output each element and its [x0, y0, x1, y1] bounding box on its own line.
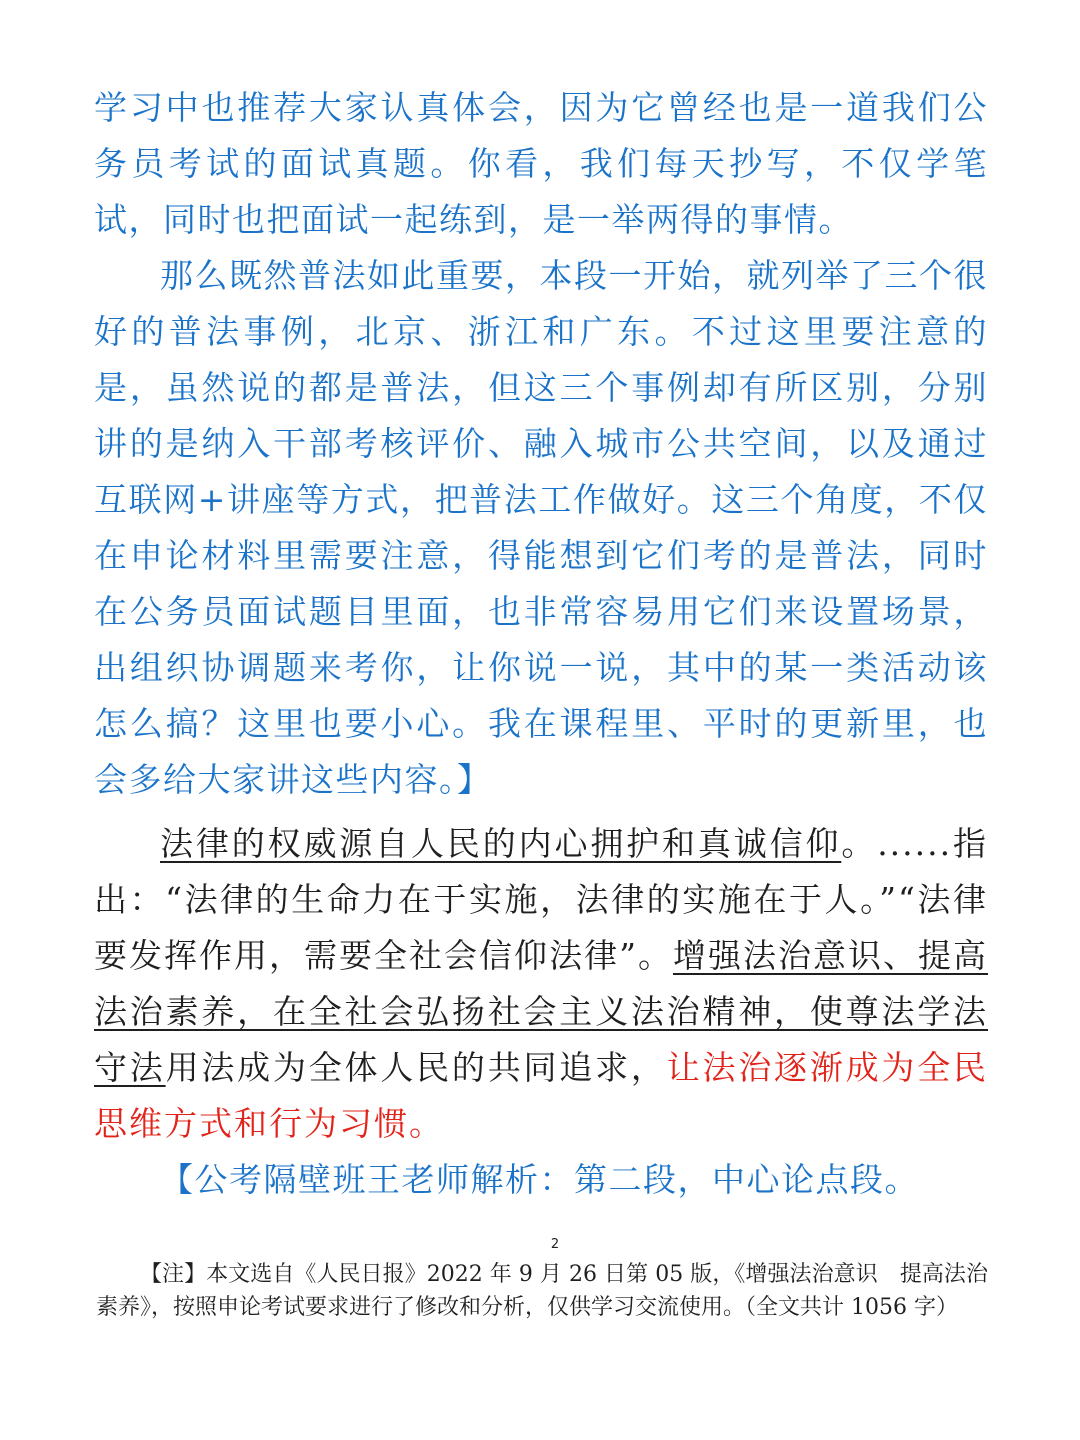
- commentary-paragraph-continued: 学习中也推荐大家认真体会，因为它曾经也是一道我们公务员考试的面试真题。你看，我们每天抄写，不仅学笔试，同时也把面试一起练到，是一举两得的事情。: [94, 88, 988, 239]
- commentary-paragraph-examples: 那么既然普法如此重要，本段一开始，就列举了三个很好的普法事例，北京、浙江和广东。不过这里要注意的是，虽然说的都是普法，但这三个事例却有所区别，分别讲的是纳入干部考核评价、融入城市公共空间，以及通过互联网+讲座等方式，把普法工作做好。这三个角度，不仅在申论材料里需要注意，得能想到它们考的是普法，同时在公务员面试题目里面，也非常容易用它们来设置场景，出组织协调题来考你，让你说一说，其中的某一类活动该怎么搞？这里也要小心。我在课程里、平时的更新里，也会多给大家讲这些内容。】: [94, 256, 988, 799]
- page-number: 2: [550, 1237, 560, 1252]
- goal-text-continued: 用法成为全体人民的共同追求，: [165, 1048, 667, 1087]
- red-highlight-sentence: 让法治逐渐成为全民思维方式和行为习惯。: [94, 1048, 989, 1143]
- underlined-goal-sentence: 增强法治意识、提高法治素养，在全社会弘扬社会主义法治精神，使尊法学法守法: [94, 936, 989, 1087]
- quote-text: 。......指出：“法律的生命力在于实施，法律的实施在于人。”“法律要发挥作用，需要全社会信仰法律”。: [94, 824, 988, 975]
- commentary-paragraph-heading: 【公考隔壁班王老师解析：第二段，中心论点段。: [160, 1160, 919, 1199]
- underlined-key-sentence: 法律的权威源自人民的内心拥护和真诚信仰: [160, 824, 842, 863]
- footnote: 【注】本文选自《人民日报》2022 年 9 月 26 日第 05 版，《增强法治意识 提高法治素养》，按照申论考试要求进行了修改和分析，仅供学习交流使用。（全文共计 1056 字）: [96, 1262, 988, 1320]
- source-article-paragraph: [94, 816, 988, 1152]
